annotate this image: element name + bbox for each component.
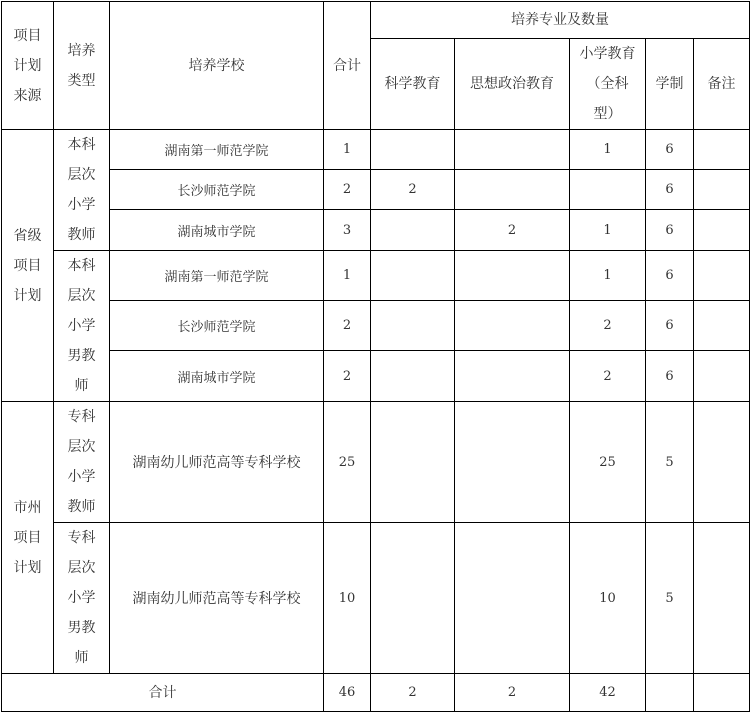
years-cell: 6 (646, 251, 694, 301)
school-cell: 湖南幼儿师范高等专科学校 (110, 523, 324, 674)
years-cell: 5 (646, 523, 694, 674)
primary-cell: 25 (570, 402, 646, 523)
plan-source-line: 项目 (13, 529, 42, 546)
politics-cell (455, 301, 570, 351)
header-training-type-line: 类型 (67, 72, 96, 89)
total-cell: 25 (324, 402, 371, 523)
total-cell: 3 (324, 210, 371, 251)
header-plan-source-line: 项目 (13, 27, 42, 44)
training-type-line: 小学 (67, 469, 96, 485)
science-cell (371, 402, 455, 523)
notes-cell (694, 251, 750, 301)
header-training-type (54, 2, 110, 130)
politics-cell (455, 402, 570, 523)
training-plan-table (1, 1, 750, 712)
totals-science: 2 (371, 674, 455, 712)
plan-source-line: 市州 (13, 499, 42, 516)
training-type-line: 本科 (67, 258, 96, 274)
years-cell: 6 (646, 351, 694, 402)
header-plan-source-line: 来源 (13, 87, 42, 104)
school-cell: 湖南第一师范学院 (110, 130, 324, 170)
notes-cell (694, 351, 750, 402)
totals-years (646, 674, 694, 712)
science-cell (371, 251, 455, 301)
primary-cell: 1 (570, 130, 646, 170)
training-type-line: 小学 (67, 197, 96, 213)
training-type-line: 专科 (67, 409, 96, 425)
total-cell: 2 (324, 351, 371, 402)
table-row (2, 351, 750, 402)
training-type-line: 师 (74, 650, 89, 666)
notes-cell (694, 402, 750, 523)
years-cell: 6 (646, 130, 694, 170)
header-primary-education-line: 型） (593, 106, 622, 122)
training-type-line: 层次 (67, 288, 96, 304)
total-cell: 1 (324, 130, 371, 170)
school-cell: 长沙师范学院 (110, 170, 324, 210)
politics-cell (455, 351, 570, 402)
table-row (2, 402, 750, 523)
header-science-education: 科学教育 (371, 39, 455, 130)
totals-row (2, 674, 750, 712)
header-school: 培养学校 (110, 2, 324, 130)
notes-cell (694, 301, 750, 351)
science-cell (371, 351, 455, 402)
politics-cell (455, 130, 570, 170)
notes-cell (694, 523, 750, 674)
training-type-line: 师 (74, 378, 89, 394)
training-type-line: 男教 (67, 620, 96, 636)
primary-cell: 2 (570, 301, 646, 351)
training-type-line: 层次 (67, 439, 96, 455)
totals-politics: 2 (455, 674, 570, 712)
politics-cell (455, 523, 570, 674)
science-cell: 2 (371, 170, 455, 210)
totals-label: 合计 (2, 674, 324, 712)
training-type-cell (54, 251, 110, 402)
primary-cell: 2 (570, 351, 646, 402)
science-cell (371, 523, 455, 674)
plan-source-provincial (2, 130, 54, 402)
training-type-line: 小学 (67, 318, 96, 334)
header-majors-group: 培养专业及数量 (371, 2, 750, 39)
table-row (2, 170, 750, 210)
header-primary-education-line: 小学教育 (579, 46, 636, 62)
primary-cell: 1 (570, 251, 646, 301)
notes-cell (694, 130, 750, 170)
politics-cell (455, 170, 570, 210)
table-row (2, 301, 750, 351)
years-cell: 6 (646, 210, 694, 251)
plan-source-line: 项目 (13, 257, 42, 274)
header-primary-education (570, 39, 646, 130)
header-training-type-line: 培养 (67, 42, 96, 59)
header-plan-source-line: 计划 (13, 57, 42, 74)
table-row (2, 523, 750, 674)
politics-cell (455, 251, 570, 301)
school-cell: 湖南城市学院 (110, 351, 324, 402)
header-notes: 备注 (694, 39, 750, 130)
table-row (2, 130, 750, 170)
notes-cell (694, 210, 750, 251)
table-row (2, 210, 750, 251)
header-plan-source (2, 2, 54, 130)
training-type-line: 层次 (67, 560, 96, 576)
training-type-line: 教师 (67, 227, 96, 243)
training-type-line: 本科 (67, 137, 96, 153)
school-cell: 湖南城市学院 (110, 210, 324, 251)
training-type-cell (54, 130, 110, 251)
notes-cell (694, 170, 750, 210)
header-political-education: 思想政治教育 (455, 39, 570, 130)
header-primary-education-line: （全科 (586, 76, 629, 92)
school-cell: 长沙师范学院 (110, 301, 324, 351)
primary-cell: 1 (570, 210, 646, 251)
school-cell: 湖南幼儿师范高等专科学校 (110, 402, 324, 523)
total-cell: 2 (324, 170, 371, 210)
plan-source-line: 计划 (13, 287, 42, 304)
politics-cell: 2 (455, 210, 570, 251)
years-cell: 6 (646, 301, 694, 351)
header-row-1 (2, 2, 750, 39)
training-type-cell (54, 523, 110, 674)
training-type-line: 层次 (67, 167, 96, 183)
header-total: 合计 (324, 2, 371, 130)
plan-source-municipal (2, 402, 54, 674)
totals-notes (694, 674, 750, 712)
training-type-line: 男教 (67, 348, 96, 364)
plan-source-line: 省级 (13, 227, 42, 244)
training-type-cell (54, 402, 110, 523)
years-cell: 5 (646, 402, 694, 523)
plan-source-line: 计划 (13, 559, 42, 576)
science-cell (371, 130, 455, 170)
header-years: 学制 (646, 39, 694, 130)
school-cell: 湖南第一师范学院 (110, 251, 324, 301)
table-row (2, 251, 750, 301)
primary-cell (570, 170, 646, 210)
science-cell (371, 301, 455, 351)
primary-cell: 10 (570, 523, 646, 674)
totals-primary: 42 (570, 674, 646, 712)
total-cell: 2 (324, 301, 371, 351)
training-type-line: 专科 (67, 530, 96, 546)
training-type-line: 小学 (67, 590, 96, 606)
science-cell (371, 210, 455, 251)
total-cell: 1 (324, 251, 371, 301)
years-cell: 6 (646, 170, 694, 210)
training-type-line: 教师 (67, 499, 96, 515)
totals-total: 46 (324, 674, 371, 712)
total-cell: 10 (324, 523, 371, 674)
